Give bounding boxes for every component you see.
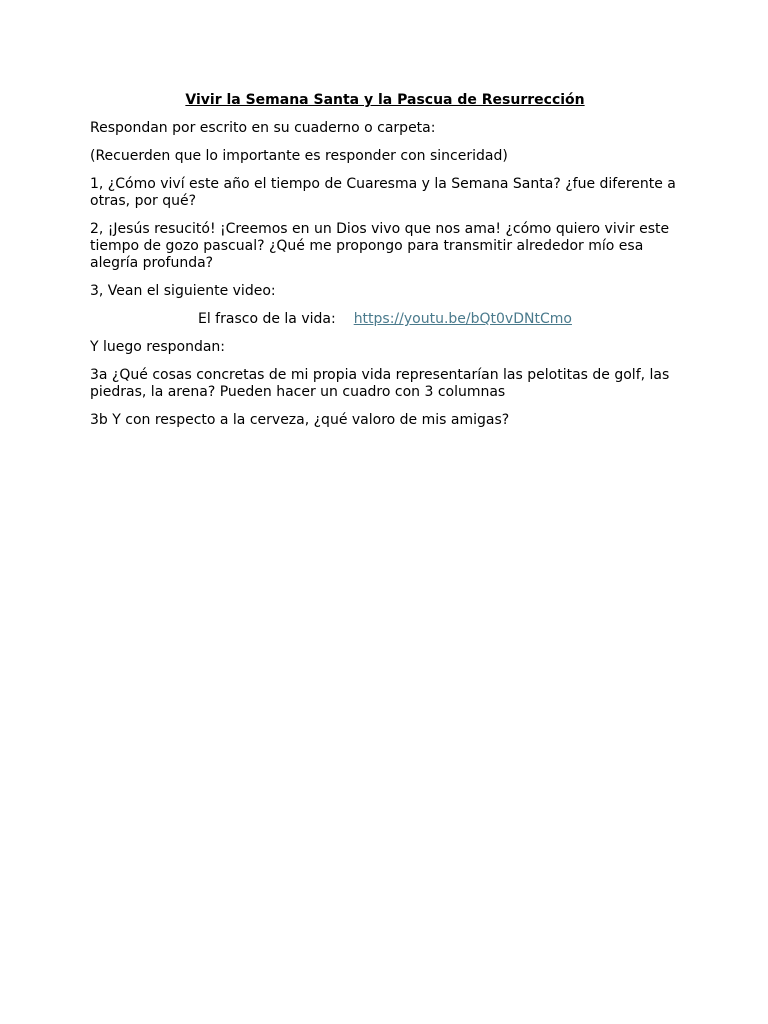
then-paragraph: Y luego respondan: [90, 339, 226, 355]
question-1: 1, ¿Cómo viví este año el tiempo de Cuaresma y la Semana Santa? ¿fue diferente a otras, por qué? [90, 176, 676, 209]
video-line [198, 311, 680, 328]
document-title: Vivir la Semana Santa y la Pascua de Resurrección [185, 92, 585, 108]
document-page [90, 92, 680, 440]
video-link[interactable]: https://youtu.be/bQt0vDNtCmo [353, 311, 572, 327]
question-3a: 3a ¿Qué cosas concretas de mi propia vida representarían las pelotitas de golf, las piedras, la arena? Pueden hacer un cuadro con 3 columnas [90, 367, 670, 400]
question-3b: 3b Y con respecto a la cerveza, ¿qué valoro de mis amigas? [90, 412, 510, 428]
intro-paragraph: Respondan por escrito en su cuaderno o carpeta: [90, 120, 436, 136]
note-paragraph: (Recuerden que lo importante es responder con sinceridad) [90, 148, 508, 164]
question-3: 3, Vean el siguiente video: [90, 283, 276, 299]
video-label: El frasco de la vida: [198, 311, 336, 327]
question-2: 2, ¡Jesús resucitó! ¡Creemos en un Dios vivo que nos ama! ¿cómo quiero vivir este tiempo de gozo pascual? ¿Qué me propongo para transmitir alrededor mío esa alegría profunda? [90, 221, 670, 271]
